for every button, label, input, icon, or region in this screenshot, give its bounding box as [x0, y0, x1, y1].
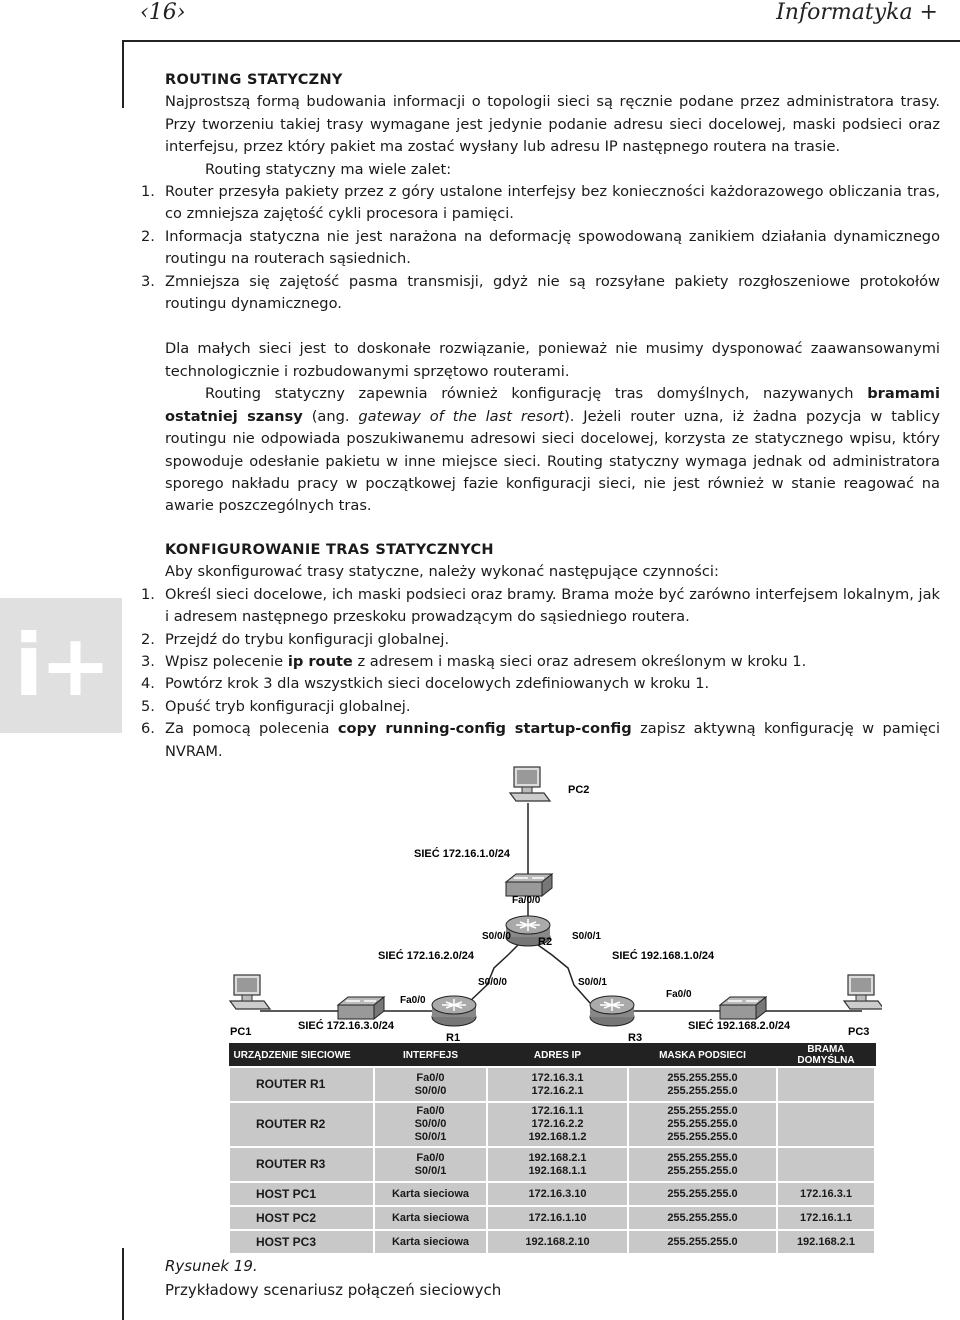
table-cell: 172.16.1.1 172.16.2.2 192.168.1.2 [487, 1102, 628, 1147]
table-cell: 172.16.3.1 172.16.2.1 [487, 1067, 628, 1102]
table-cell: 172.16.1.10 [487, 1206, 628, 1230]
switch-icon [506, 874, 552, 896]
table-cell: Fa0/0 S0/0/1 [374, 1147, 487, 1182]
list-item: 1. Router przesyła pakiety przez z góry ustalone interfejsy bez konieczności każdorazowego obliczania tras, co zmniejsza zajętość cykli procesora i pamięci. [141, 183, 940, 223]
r1-label: R1 [446, 1032, 461, 1044]
table-cell [777, 1067, 875, 1102]
paragraph: Routing statyczny ma wiele zalet: [205, 160, 452, 178]
table-cell: 172.16.3.10 [487, 1182, 628, 1206]
table-cell: ROUTER R1 [229, 1067, 374, 1102]
figure-caption-text: Przykładowy scenariusz połączeń sieciowych [165, 1281, 502, 1299]
table-cell: 255.255.255.0 [628, 1182, 777, 1206]
list-item: 3. Zmniejsza się zajętość pasma transmisji, gdyż nie są rozsyłane pakiety rozgłoszeniowe protokołów routingu dynamicznego. [141, 272, 940, 313]
figure-caption [165, 1254, 501, 1302]
table-cell: 172.16.1.1 [777, 1206, 875, 1230]
paragraph: Najprostszą formą budowania informacji o topologii sieci są ręcznie podane przez administratora trasy. Przy tworzeniu takiej trasy wymagane jest jedynie podanie adresu sieci docelowej, maski podsieci oraz interfejsu, przez który pakiet ma zostać wysłany lub adresu IP następnego routera na trasie. [165, 93, 940, 156]
section-routing-statyczny [141, 69, 940, 518]
list-item: 6. Za pomocą polecenia copy running-config startup-config zapisz aktywną konfigurację w pamięci NVRAM. [141, 720, 941, 760]
table-cell: 255.255.255.0 255.255.255.0 [628, 1067, 777, 1102]
table-cell: ROUTER R2 [229, 1102, 374, 1147]
advantages-list [141, 181, 940, 315]
net-label: SIEĆ 172.16.3.0/24 [298, 1020, 395, 1032]
steps-list [141, 584, 941, 763]
column-header: INTERFEJS [374, 1044, 487, 1068]
table-row [229, 1230, 875, 1254]
net-label: SIEĆ 192.168.2.0/24 [688, 1020, 791, 1032]
table-cell: 172.16.3.1 [777, 1182, 875, 1206]
table-cell: 192.168.2.10 [487, 1230, 628, 1254]
paragraph: Dla małych sieci jest to doskonałe rozwiązanie, ponieważ nie musimy dysponować zaawansowanymi technologicznie i rozbudowanymi sprzętowo routerami. [165, 340, 940, 380]
table-row [229, 1206, 875, 1230]
r3-label: R3 [628, 1032, 643, 1044]
figure-label: Rysunek 19. [165, 1257, 258, 1275]
table-cell [777, 1147, 875, 1182]
network-diagram [222, 763, 882, 1045]
paragraph: Routing statyczny zapewnia również konfigurację tras domyślnych, nazywanych bramami ostatniej szansy (ang. gateway of the last resort). Jeżeli router uzna, iż żadna pozycja w tablicy routingu nie odpowiada poszukiwanemu adresowi sieci docelowej, korzysta ze statycznego wpisu, który spowoduje odesłanie pakietu w inne miejsce sieci. Routing statyczny wymaga jednak od administratora sporego nakładu pracy w początkowej fazie konfiguracji sieci, nie jest również w stanie reagować na awarie poszczególnych tras. [165, 385, 940, 515]
margin-rule-top [122, 40, 124, 108]
iface-label: Fa0/0 [400, 995, 426, 1006]
header-rule [123, 40, 960, 42]
logo-text: i+ [14, 616, 108, 716]
table-row [229, 1102, 875, 1147]
net-label: SIEĆ 192.168.1.0/24 [612, 950, 715, 962]
table-cell: HOST PC3 [229, 1230, 374, 1254]
table-cell [777, 1102, 875, 1147]
section-konfigurowanie [141, 539, 941, 763]
iface-label: Fa0/0 [666, 989, 692, 1000]
table-cell: Fa0/0 S0/0/0 [374, 1067, 487, 1102]
router-icon [590, 996, 634, 1026]
table-cell: HOST PC1 [229, 1182, 374, 1206]
iface-label: S0/0/1 [578, 977, 607, 988]
page-number: ‹16› [140, 0, 186, 25]
table-cell: 255.255.255.0 255.255.255.0 [628, 1147, 777, 1182]
table-cell: Karta sieciowa [374, 1182, 487, 1206]
table-row [229, 1067, 875, 1102]
table-cell: 192.168.2.1 192.168.1.1 [487, 1147, 628, 1182]
table-cell: 255.255.255.0 255.255.255.0 255.255.255.0 [628, 1102, 777, 1147]
switch-icon [720, 997, 766, 1019]
pc1-label: PC1 [230, 1026, 252, 1038]
column-header: BRAMA DOMYŚLNA [777, 1044, 875, 1068]
net-label: SIEĆ 172.16.1.0/24 [414, 848, 511, 860]
table-row [229, 1182, 875, 1206]
pc-icon [230, 975, 270, 1009]
table-cell: HOST PC2 [229, 1206, 374, 1230]
table-cell: 255.255.255.0 [628, 1206, 777, 1230]
paragraph: Aby skonfigurować trasy statyczne, należy wykonać następujące czynności: [165, 563, 719, 581]
list-item: 3. Wpisz polecenie ip route z adresem i maską sieci oraz adresem określonym w kroku 1. [141, 653, 807, 671]
iface-label: S0/0/0 [478, 977, 507, 988]
iplus-logo [0, 598, 122, 733]
switch-icon [338, 997, 384, 1019]
margin-rule-bottom [122, 1248, 124, 1320]
list-item: 5. Opuść tryb konfiguracji globalnej. [141, 697, 411, 715]
net-label: SIEĆ 172.16.2.0/24 [378, 950, 475, 962]
section-heading: ROUTING STATYCZNY [165, 72, 343, 88]
table-cell: ROUTER R3 [229, 1147, 374, 1182]
pc-icon [510, 767, 550, 801]
table-cell: Fa0/0 S0/0/0 S0/0/1 [374, 1102, 487, 1147]
iface-label: S0/0/0 [482, 931, 511, 942]
column-header: URZĄDZENIE SIECIOWE [229, 1044, 374, 1068]
table-cell: 255.255.255.0 [628, 1230, 777, 1254]
list-item: 2. Informacja statyczna nie jest narażona na deformację spowodowaną zanikiem działania dynamicznego routingu na routerach sąsiednich. [141, 227, 940, 268]
list-item: 1. Określ sieci docelowe, ich maski podsieci oraz bramy. Brama może być zarówno interfejsem lokalnym, jak i adresem następnego przeskoku prowadzącym do sąsiedniego routera. [141, 585, 940, 626]
router-icon [432, 996, 476, 1026]
table-cell: Karta sieciowa [374, 1230, 487, 1254]
pc2-label: PC2 [568, 784, 590, 796]
section-heading: KONFIGUROWANIE TRAS STATYCZNYCH [165, 542, 494, 558]
r2-label: R2 [538, 936, 553, 948]
iface-label: Fa/0/0 [512, 895, 541, 906]
list-item: 4. Powtórz krok 3 dla wszystkich sieci docelowych zdefiniowanych w kroku 1. [141, 675, 710, 693]
table-header-row [229, 1044, 875, 1068]
pc-icon [844, 975, 882, 1009]
iface-label: S0/0/1 [572, 931, 601, 942]
pc3-label: PC3 [848, 1026, 870, 1038]
column-header: ADRES IP [487, 1044, 628, 1068]
list-item: 2. Przejdź do trybu konfiguracji globalnej. [141, 630, 450, 648]
running-title: Informatyka + [776, 0, 938, 25]
table-cell: 192.168.2.1 [777, 1230, 875, 1254]
column-header: MASKA PODSIECI [628, 1044, 777, 1068]
addressing-table [228, 1043, 876, 1255]
table-row [229, 1147, 875, 1182]
table-cell: Karta sieciowa [374, 1206, 487, 1230]
